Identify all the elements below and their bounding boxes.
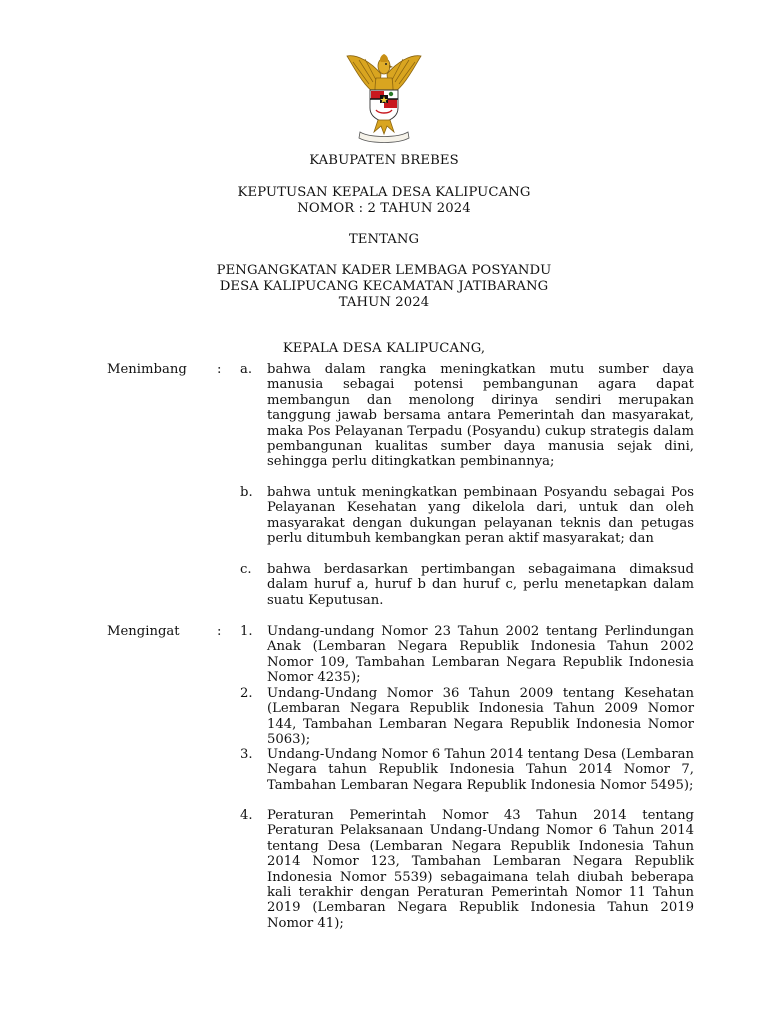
item-marker: c. bbox=[240, 562, 252, 577]
regency-name: KABUPATEN BREBES bbox=[309, 153, 459, 168]
mengingat-colon: : bbox=[217, 624, 222, 639]
subject-line: DESA KALIPUCANG KECAMATAN JATIBARANG bbox=[219, 279, 549, 294]
mengingat-label: Mengingat bbox=[107, 624, 180, 639]
subject-line: TAHUN 2024 bbox=[338, 295, 430, 310]
item-marker: b. bbox=[240, 485, 253, 500]
subject-line: PENGANGKATAN KADER LEMBAGA POSYANDU bbox=[216, 263, 552, 278]
item-marker: 3. bbox=[240, 747, 253, 762]
about-heading: TENTANG bbox=[348, 232, 420, 247]
item-marker: 4. bbox=[240, 808, 253, 823]
item-marker: 1. bbox=[240, 624, 253, 639]
item-marker: a. bbox=[240, 362, 253, 377]
mengingat-item-4: Peraturan Pemerintah Nomor 43 Tahun 2014 tentang Peraturan Pelaksanaan Undang-Undang Nomor 6 Tahun 2014 tentang Desa (Lembaran Negara Republik Indonesia Tahun 2014 Nomor 123, Tambahan Lembaran Negara Republik Indonesia Nomor 5539) sebagaimana telah diubah beberapa kali terakhir dengan Peraturan Pemerintah Nomor 11 Tahun 2019 (Lembaran Negara Republik Indonesia Tahun 2019 Nomor 41); bbox=[267, 808, 694, 931]
menimbang-label: Menimbang bbox=[107, 362, 187, 377]
decree-number: NOMOR : 2 TAHUN 2024 bbox=[297, 201, 471, 216]
menimbang-item-a: bahwa dalam rangka meningkatkan mutu sumber daya manusia sebagai potensi pembangunan agara dapat membangun dan menolong dirinya sendiri merupakan tanggung jawab bersama antara Pemerintah dan masyarakat, maka Pos Pelayanan Terpadu (Posyandu) cukup strategis dalam pembangunan kualitas sumber daya manusia sejak dini, sehingga perlu ditingkatkan pembinannya; bbox=[267, 362, 694, 470]
issuer-heading: KEPALA DESA KALIPUCANG, bbox=[282, 341, 486, 356]
mengingat-item-2: Undang-Undang Nomor 36 Tahun 2009 tentang Kesehatan (Lembaran Negara Republik Indonesia Tahun 2009 Nomor 144, Tambahan Lembaran Negara Republik Indonesia Nomor 5063); bbox=[267, 686, 694, 748]
decree-title: KEPUTUSAN KEPALA DESA KALIPUCANG bbox=[237, 185, 531, 200]
item-marker: 2. bbox=[240, 686, 253, 701]
menimbang-item-c: bahwa berdasarkan pertimbangan sebagaimana dimaksud dalam huruf a, huruf b dan huruf c, perlu menetapkan dalam suatu Keputusan. bbox=[267, 562, 694, 608]
mengingat-item-3: Undang-Undang Nomor 6 Tahun 2014 tentang Desa (Lembaran Negara tahun Republik Indonesia Tahun 2014 Nomor 7, Tambahan Lembaran Negara Republik Indonesia Nomor 5495); bbox=[267, 747, 694, 793]
menimbang-item-b: bahwa untuk meningkatkan pembinaan Posyandu sebagai Pos Pelayanan Kesehatan yang dikelola dari, untuk dan oleh masyarakat dengan dukungan pelayanan teknis dan petugas perlu ditumbuh kembangkan peran aktif masyarakat; dan bbox=[267, 485, 694, 547]
menimbang-colon: : bbox=[217, 362, 222, 377]
garuda-pancasila-emblem-icon bbox=[343, 48, 425, 148]
mengingat-item-1: Undang-undang Nomor 23 Tahun 2002 tentang Perlindungan Anak (Lembaran Negara Republik Indonesia Tahun 2002 Nomor 109, Tambahan Lembaran Negara Republik Indonesia Nomor 4235); bbox=[267, 624, 694, 686]
